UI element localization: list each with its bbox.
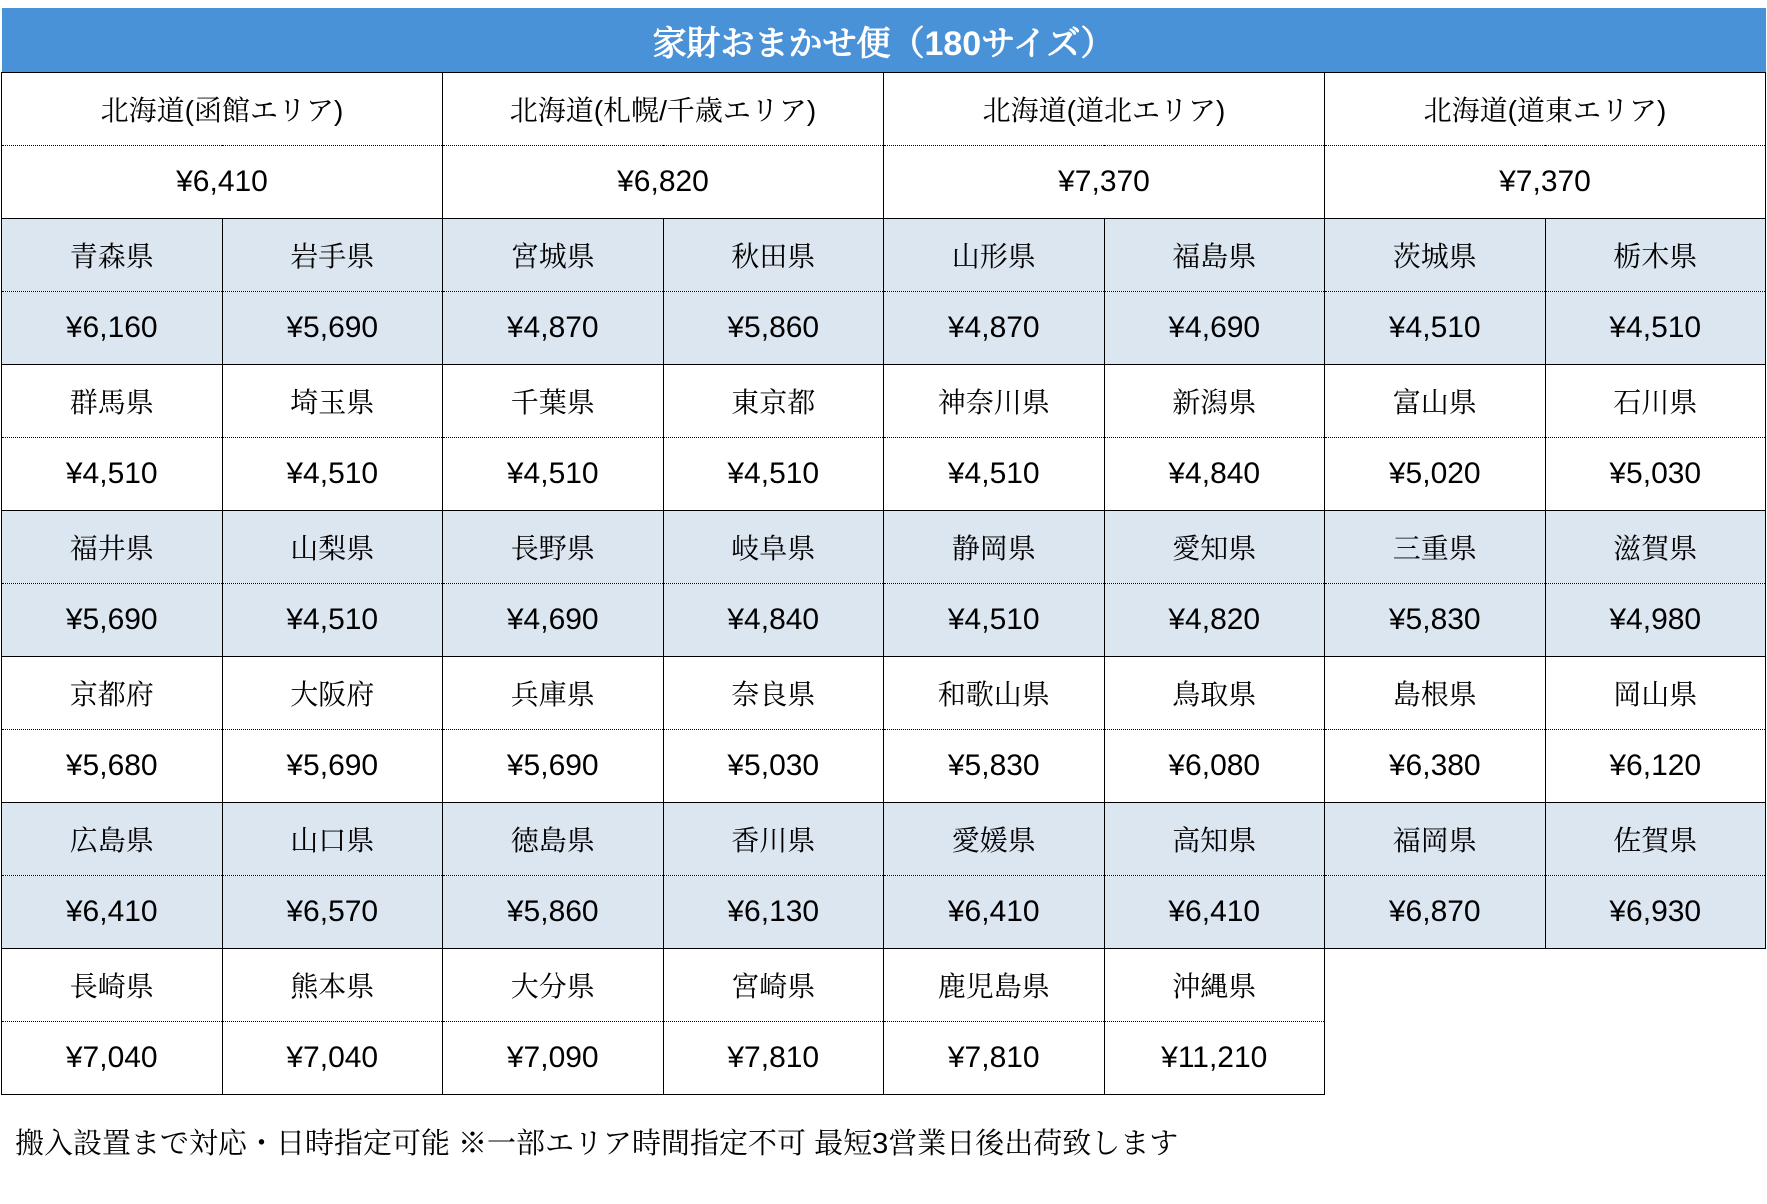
- price-cell: ¥6,080: [1104, 730, 1325, 803]
- prefecture-cell: 沖縄県: [1104, 949, 1325, 1022]
- title-row: [2, 8, 1766, 73]
- price-cell: ¥4,840: [1104, 438, 1325, 511]
- price-cell: ¥4,690: [443, 584, 664, 657]
- prefecture-cell: 愛媛県: [884, 803, 1105, 876]
- prefecture-cell: 山形県: [884, 219, 1105, 292]
- price-cell: ¥5,830: [1325, 584, 1546, 657]
- prefecture-cell: 京都府: [2, 657, 223, 730]
- prefecture-cell: 奈良県: [663, 657, 884, 730]
- price-cell: ¥4,510: [2, 438, 223, 511]
- price-cell: ¥7,040: [2, 1022, 223, 1095]
- footer-note: 搬入設置まで対応・日時指定可能 ※一部エリア時間指定不可 最短3営業日後出荷致します: [15, 1128, 1179, 1160]
- price-cell: ¥5,860: [443, 876, 664, 949]
- price-cell: ¥4,510: [1545, 292, 1766, 365]
- prefecture-row: [2, 949, 1766, 1022]
- price-cell: ¥7,090: [443, 1022, 664, 1095]
- hokkaido-area-row: [2, 73, 1766, 146]
- price-cell: ¥4,690: [1104, 292, 1325, 365]
- price-cell: ¥6,410: [1104, 876, 1325, 949]
- price-cell: ¥5,680: [2, 730, 223, 803]
- prefecture-cell: 岩手県: [222, 219, 443, 292]
- area-cell: 北海道(道東エリア): [1325, 73, 1766, 146]
- price-cell: ¥4,820: [1104, 584, 1325, 657]
- prefecture-cell: 福島県: [1104, 219, 1325, 292]
- prefecture-cell: 鳥取県: [1104, 657, 1325, 730]
- prefecture-cell: 群馬県: [2, 365, 223, 438]
- price-cell: ¥4,510: [222, 584, 443, 657]
- price-cell: ¥6,570: [222, 876, 443, 949]
- price-cell: ¥6,930: [1545, 876, 1766, 949]
- price-row: [2, 876, 1766, 949]
- price-cell: ¥4,870: [443, 292, 664, 365]
- price-row: [2, 438, 1766, 511]
- area-cell: 北海道(函館エリア): [2, 73, 443, 146]
- prefecture-cell: 千葉県: [443, 365, 664, 438]
- prefecture-cell: 静岡県: [884, 511, 1105, 584]
- price-cell: ¥7,810: [884, 1022, 1105, 1095]
- price-cell: ¥5,030: [1545, 438, 1766, 511]
- price-cell: ¥4,840: [663, 584, 884, 657]
- prefecture-cell: 滋賀県: [1545, 511, 1766, 584]
- prefecture-cell: 富山県: [1325, 365, 1546, 438]
- prefecture-cell: 茨城県: [1325, 219, 1546, 292]
- prefecture-cell: 島根県: [1325, 657, 1546, 730]
- price-cell: ¥4,510: [1325, 292, 1546, 365]
- prefecture-cell: 山梨県: [222, 511, 443, 584]
- shipping-price-table: [1, 8, 1766, 1095]
- price-cell: ¥5,690: [443, 730, 664, 803]
- prefecture-cell: 青森県: [2, 219, 223, 292]
- prefecture-cell: 福岡県: [1325, 803, 1546, 876]
- prefecture-cell: 栃木県: [1545, 219, 1766, 292]
- price-cell: ¥5,030: [663, 730, 884, 803]
- price-cell: ¥6,410: [2, 876, 223, 949]
- prefecture-cell: 東京都: [663, 365, 884, 438]
- prefecture-cell: 宮崎県: [663, 949, 884, 1022]
- prefecture-cell: 香川県: [663, 803, 884, 876]
- price-cell: ¥4,870: [884, 292, 1105, 365]
- price-cell: ¥6,380: [1325, 730, 1546, 803]
- prefecture-cell: 愛知県: [1104, 511, 1325, 584]
- table-title: 家財おまかせ便（180サイズ）: [2, 8, 1766, 73]
- price-cell: ¥6,160: [2, 292, 223, 365]
- prefecture-cell: 埼玉県: [222, 365, 443, 438]
- prefecture-row: [2, 657, 1766, 730]
- price-cell: ¥5,690: [2, 584, 223, 657]
- prefecture-cell: 広島県: [2, 803, 223, 876]
- prefecture-row: [2, 365, 1766, 438]
- prefecture-cell: 新潟県: [1104, 365, 1325, 438]
- prefecture-cell: 岡山県: [1545, 657, 1766, 730]
- area-cell: 北海道(札幌/千歳エリア): [443, 73, 884, 146]
- price-row: [2, 292, 1766, 365]
- price-cell: ¥4,510: [222, 438, 443, 511]
- empty-cell: [1545, 949, 1766, 1022]
- empty-cell: [1325, 1022, 1546, 1095]
- price-cell: ¥5,690: [222, 730, 443, 803]
- price-cell: ¥5,860: [663, 292, 884, 365]
- price-row: [2, 1022, 1766, 1095]
- price-cell: ¥6,120: [1545, 730, 1766, 803]
- empty-cell: [1325, 949, 1546, 1022]
- prefecture-cell: 和歌山県: [884, 657, 1105, 730]
- price-cell: ¥5,830: [884, 730, 1105, 803]
- prefecture-row: [2, 219, 1766, 292]
- area-cell: 北海道(道北エリア): [884, 73, 1325, 146]
- prefecture-cell: 岐阜県: [663, 511, 884, 584]
- prefecture-cell: 熊本県: [222, 949, 443, 1022]
- prefecture-cell: 三重県: [1325, 511, 1546, 584]
- prefecture-cell: 高知県: [1104, 803, 1325, 876]
- prefecture-cell: 長野県: [443, 511, 664, 584]
- price-cell: ¥7,040: [222, 1022, 443, 1095]
- price-cell: ¥4,510: [884, 584, 1105, 657]
- price-cell: ¥7,810: [663, 1022, 884, 1095]
- price-cell: ¥7,370: [1325, 146, 1766, 219]
- prefecture-row: [2, 511, 1766, 584]
- price-cell: ¥6,410: [884, 876, 1105, 949]
- price-cell: ¥11,210: [1104, 1022, 1325, 1095]
- prefecture-cell: 鹿児島県: [884, 949, 1105, 1022]
- hokkaido-price-row: [2, 146, 1766, 219]
- empty-cell: [1545, 1022, 1766, 1095]
- prefecture-cell: 大阪府: [222, 657, 443, 730]
- price-cell: ¥5,020: [1325, 438, 1546, 511]
- price-cell: ¥4,980: [1545, 584, 1766, 657]
- price-cell: ¥6,820: [443, 146, 884, 219]
- prefecture-cell: 福井県: [2, 511, 223, 584]
- price-cell: ¥6,410: [2, 146, 443, 219]
- prefecture-cell: 兵庫県: [443, 657, 664, 730]
- prefecture-cell: 神奈川県: [884, 365, 1105, 438]
- price-cell: ¥4,510: [443, 438, 664, 511]
- price-cell: ¥6,130: [663, 876, 884, 949]
- price-cell: ¥4,510: [663, 438, 884, 511]
- prefecture-cell: 石川県: [1545, 365, 1766, 438]
- prefecture-cell: 宮城県: [443, 219, 664, 292]
- prefecture-cell: 秋田県: [663, 219, 884, 292]
- price-cell: ¥7,370: [884, 146, 1325, 219]
- price-cell: ¥6,870: [1325, 876, 1546, 949]
- price-row: [2, 584, 1766, 657]
- price-cell: ¥4,510: [884, 438, 1105, 511]
- prefecture-cell: 長崎県: [2, 949, 223, 1022]
- price-cell: ¥5,690: [222, 292, 443, 365]
- prefecture-row: [2, 803, 1766, 876]
- prefecture-cell: 佐賀県: [1545, 803, 1766, 876]
- prefecture-cell: 山口県: [222, 803, 443, 876]
- price-row: [2, 730, 1766, 803]
- prefecture-cell: 徳島県: [443, 803, 664, 876]
- prefecture-cell: 大分県: [443, 949, 664, 1022]
